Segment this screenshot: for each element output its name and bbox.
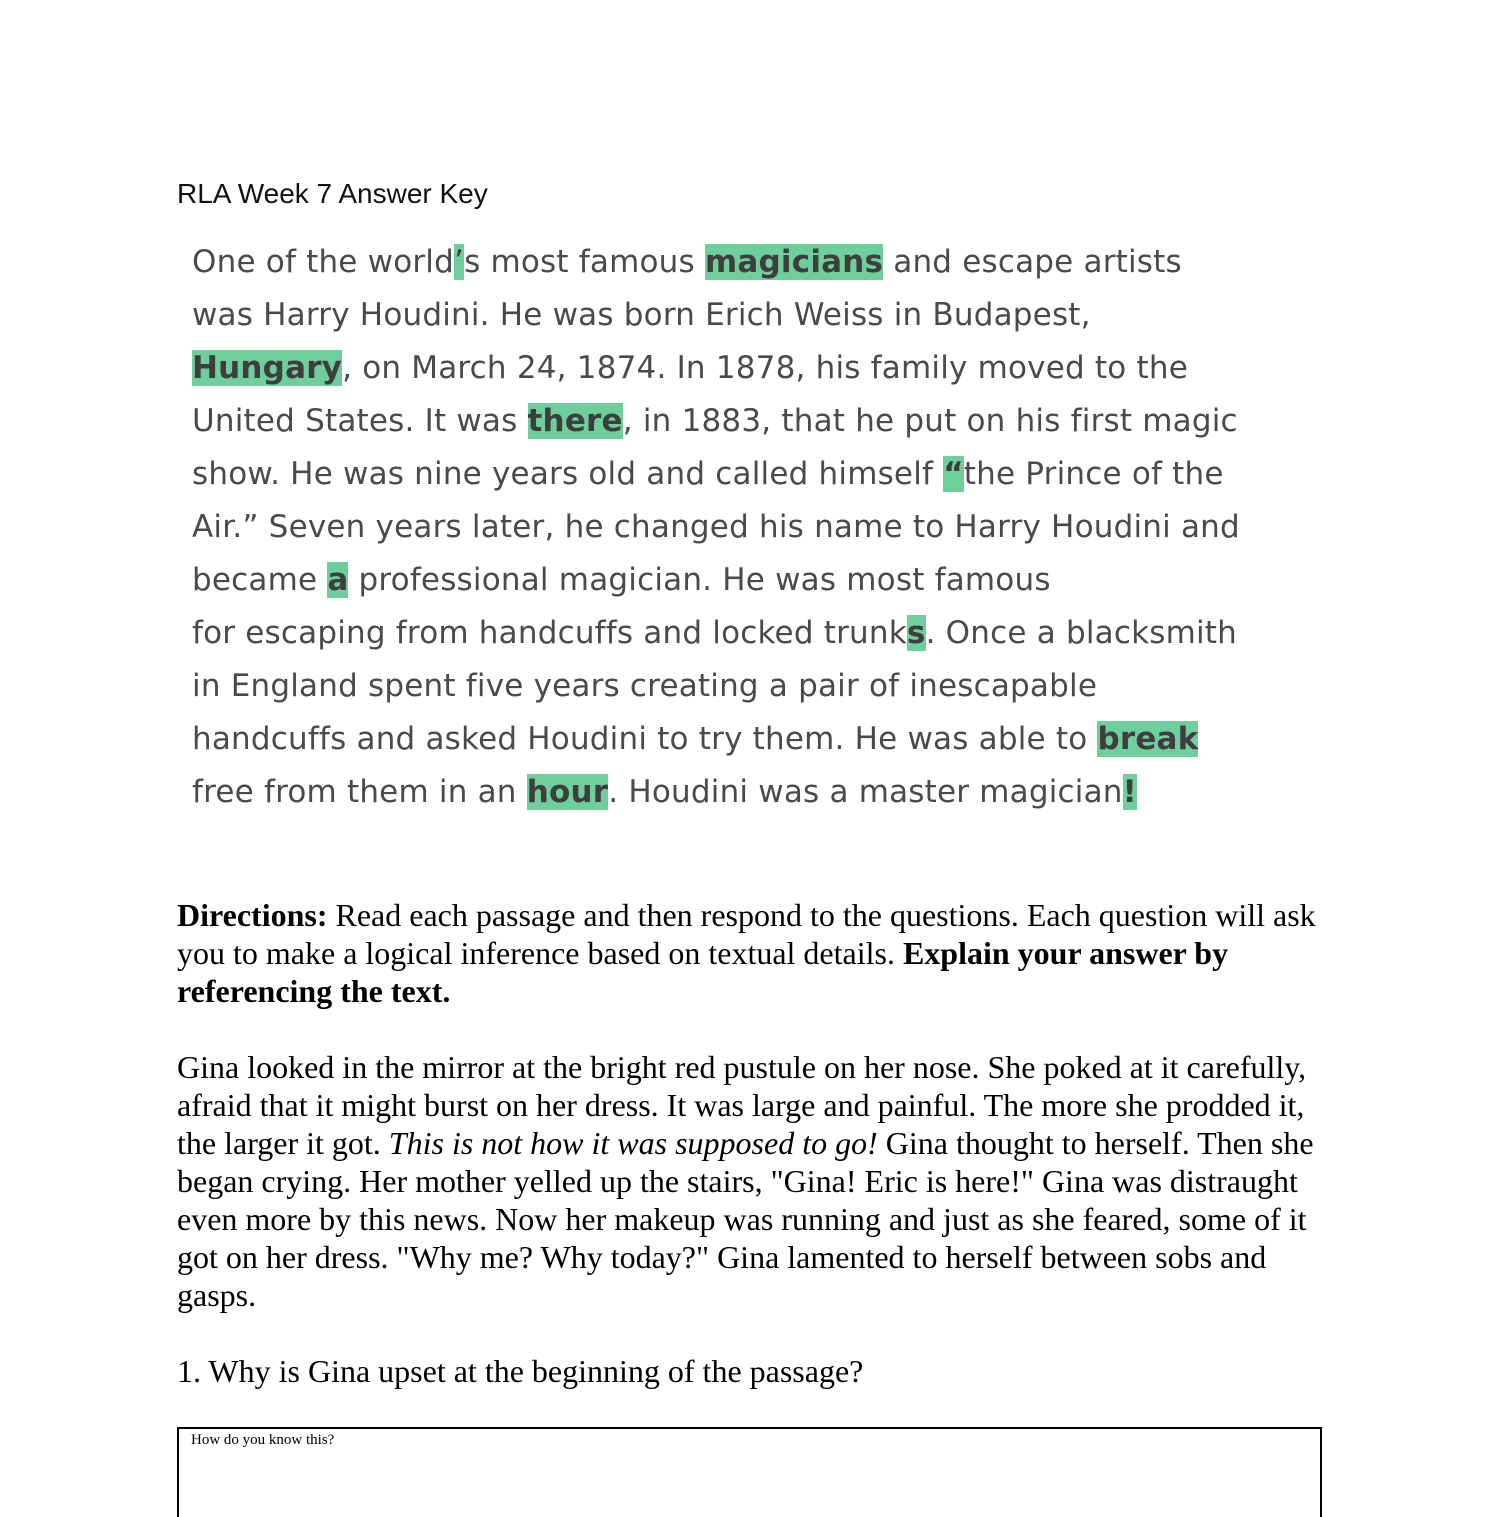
directions-label: Directions: xyxy=(177,897,328,933)
question-1: 1. Why is Gina upset at the beginning of the passage? xyxy=(177,1353,864,1389)
passage-text: handcuffs and asked Houdini to try them. He was able to xyxy=(192,721,1098,757)
gina-passage xyxy=(177,1048,1327,1314)
passage-line xyxy=(192,766,1240,819)
highlighted-correction: magicians xyxy=(704,244,884,280)
passage-text: show. He was nine years old and called himself xyxy=(192,456,944,492)
page-title: RLA Week 7 Answer Key xyxy=(177,178,488,209)
directions-paragraph xyxy=(177,896,1327,1010)
answer-prompt: How do you know this? xyxy=(191,1432,335,1448)
passage-line xyxy=(192,660,1240,713)
passage-text: in England spent five years creating a pair of inescapable xyxy=(192,668,1098,704)
highlighted-correction: there xyxy=(527,403,623,439)
story-text: Gina thought to herself. Then she began crying. Her mother yelled up the stairs, "Gina! Eric is here!" Gina was distraught even more by this news. Now her makeup was running and just as she feared, some of it got on her dress. "Why me? Why today?" Gina lamented to herself between sobs and gasps. xyxy=(177,1125,1314,1313)
passage-line xyxy=(192,395,1240,448)
highlighted-correction: s xyxy=(906,615,926,651)
highlighted-correction: Hungary xyxy=(192,350,343,386)
passage-line xyxy=(192,501,1240,554)
directions-emphasis: Explain your answer by referencing the text. xyxy=(177,935,1229,1009)
passage-text: , in 1883, that he put on his first magic xyxy=(622,403,1238,439)
passage-line xyxy=(192,448,1240,501)
highlighted-correction: “ xyxy=(943,456,964,492)
passage-line xyxy=(192,607,1240,660)
passage-text: became xyxy=(192,562,328,598)
passage-text: the Prince of the xyxy=(963,456,1224,492)
passage-line xyxy=(192,713,1240,766)
passage-text: professional magician. He was most famous xyxy=(348,562,1051,598)
highlighted-correction: hour xyxy=(526,774,609,810)
passage-text: United States. It was xyxy=(192,403,528,439)
passage-text: One of the world xyxy=(192,244,454,280)
passage-text: free from them in an xyxy=(192,774,527,810)
highlighted-correction: ’ xyxy=(454,244,465,280)
passage-text: was Harry Houdini. He was born Erich Weiss in Budapest, xyxy=(192,297,1091,333)
highlighted-correction: ! xyxy=(1122,774,1137,810)
passage-text: for escaping from handcuffs and locked trunk xyxy=(192,615,907,651)
passage-text: Air.” Seven years later, he changed his name to Harry Houdini and xyxy=(192,509,1240,545)
passage-text: s most famous xyxy=(464,244,705,280)
passage-text: . Houdini was a master magician xyxy=(608,774,1123,810)
directions-text: Read each passage and then respond to the questions. Each question will ask you to make a logical inference based on textual details. xyxy=(177,897,1316,971)
passage-text: , on March 24, 1874. In 1878, his family moved to the xyxy=(342,350,1188,386)
highlighted-correction: break xyxy=(1097,721,1199,757)
story-italic: This is not how it was supposed to go! xyxy=(388,1125,878,1161)
story-text: Gina looked in the mirror at the bright red pustule on her nose. She poked at it carefully, afraid that it might burst on her dress. It was large and painful. The more she prodded it, the larger it got. xyxy=(177,1049,1307,1161)
passage-line xyxy=(192,289,1240,342)
passage-line xyxy=(192,236,1240,289)
passage-line xyxy=(192,554,1240,607)
passage-text: and escape artists xyxy=(883,244,1182,280)
passage-line xyxy=(192,342,1240,395)
passage-text: . Once a blacksmith xyxy=(925,615,1237,651)
highlighted-correction: a xyxy=(327,562,349,598)
answer-box[interactable] xyxy=(177,1427,1322,1517)
houdini-passage xyxy=(192,236,1240,819)
